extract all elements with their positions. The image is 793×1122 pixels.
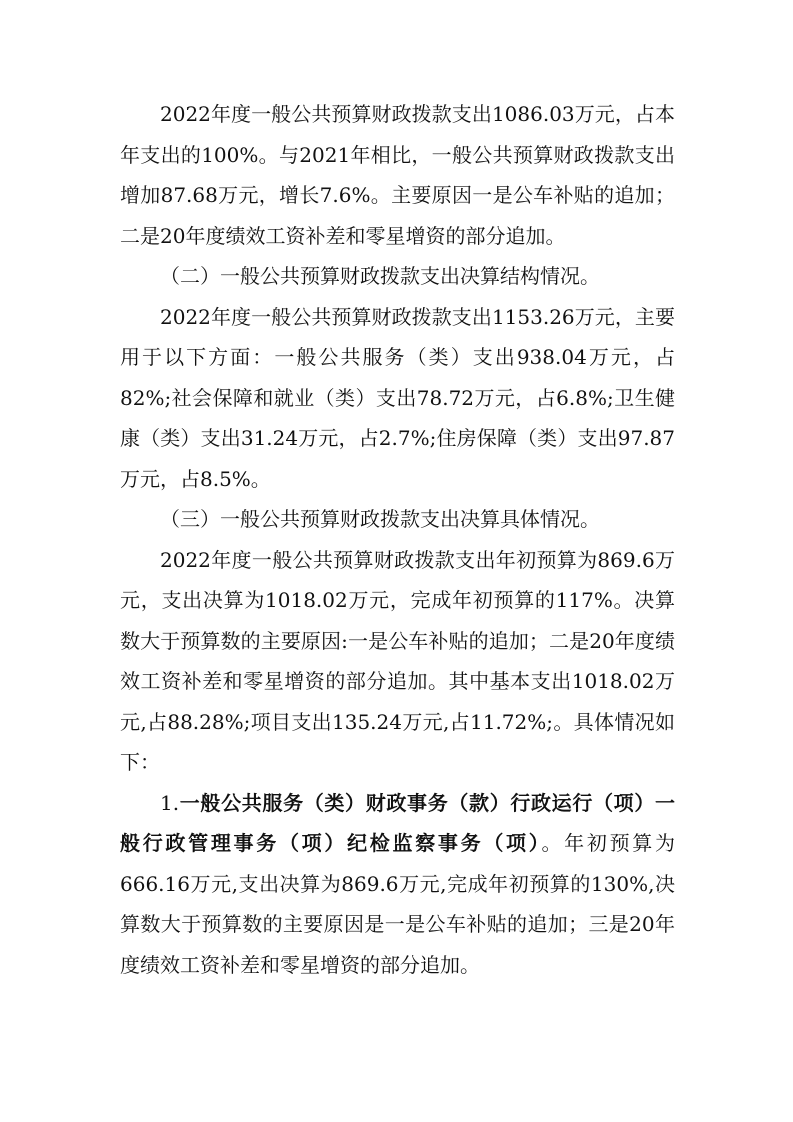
paragraph-expenditure-details: 2022年度一般公共预算财政拨款支出年初预算为869.6万元，支出决算为1018.02万元，完成年初预算的117%。决算数大于预算数的主要原因:一是公车补贴的追加；二是20年度绩效工资补差和零星增资的部分追加。其中基本支出1018.02万元,占88.28%;项目支出135.24万元,占11.72%;。具体情况如下： bbox=[120, 547, 675, 774]
document-body bbox=[120, 94, 675, 985]
list-item-general-public-services bbox=[120, 783, 675, 986]
section-heading-details: （三）一般公共预算财政拨款支出决算具体情况。 bbox=[160, 507, 600, 531]
list-item-body: 。年初预算为666.16万元,支出决算为869.6万元,完成年初预算的130%,决算数大于预算数的主要原因是一是公车补贴的追加；三是20年度绩效工资补差和零星增资的部分追加。 bbox=[120, 831, 676, 977]
list-item-title: 一般公共服务（类）财政事务（款）行政运行（项）一般行政管理事务（项）纪检监察事务（项） bbox=[120, 790, 675, 855]
list-item-number: 1. bbox=[160, 790, 180, 815]
paragraph-expenditure-structure: 2022年度一般公共预算财政拨款支出1153.26万元，主要用于以下方面：一般公共服务（类）支出938.04万元，占82%;社会保障和就业（类）支出78.72万元，占6.8%;卫生健康（类）支出31.24万元，占2.7%;住房保障（类）支出97.87万元，占8.5%。 bbox=[120, 304, 675, 491]
section-heading-structure: （二）一般公共预算财政拨款支出决算结构情况。 bbox=[160, 264, 600, 288]
paragraph-expenditure-total: 2022年度一般公共预算财政拨款支出1086.03万元，占本年支出的100%。与2021年相比，一般公共预算财政拨款支出增加87.68万元，增长7.6%。主要原因一是公车补贴的追加；二是20年度绩效工资补差和零星增资的部分追加。 bbox=[120, 102, 675, 248]
